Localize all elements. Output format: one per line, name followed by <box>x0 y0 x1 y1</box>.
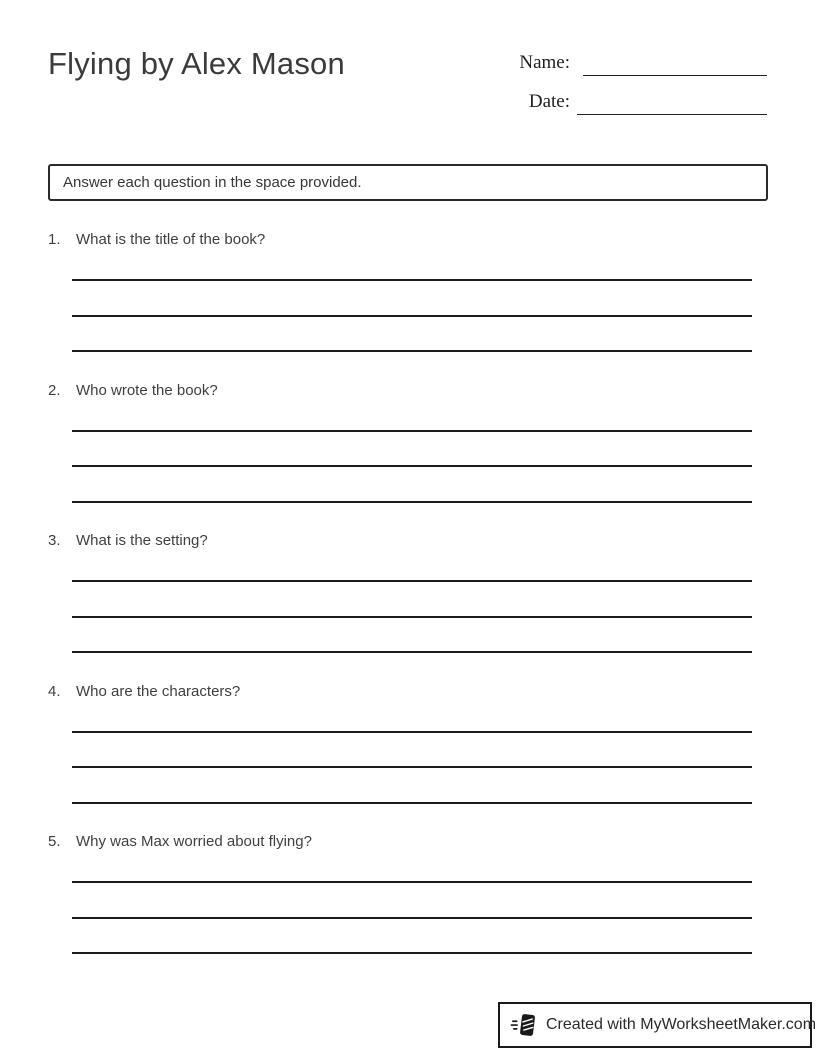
question-number: 3. <box>48 532 61 549</box>
footer-credit-box <box>498 1002 816 1048</box>
answer-line <box>72 580 752 582</box>
answer-line <box>72 651 752 653</box>
answer-line <box>72 731 752 733</box>
answer-line <box>72 802 752 804</box>
page-title: Flying by Alex Mason <box>48 46 345 81</box>
name-blank-line <box>583 75 767 76</box>
question-label: What is the title of the book? <box>76 231 266 248</box>
answer-line <box>72 881 752 883</box>
question-label: Who wrote the book? <box>76 381 218 399</box>
question-list <box>48 230 752 983</box>
answer-line <box>72 501 752 503</box>
question-number: 4. <box>48 682 61 700</box>
name-label: Name: <box>519 52 570 73</box>
instructions-box <box>48 164 768 201</box>
answer-line <box>72 350 752 352</box>
question-text <box>48 230 752 250</box>
question-number: 5. <box>48 833 61 850</box>
question-block-1 <box>48 230 752 352</box>
worksheet-maker-logo-icon <box>510 1011 538 1039</box>
instructions-text: Answer each question in the space provided. <box>63 174 362 191</box>
date-label: Date: <box>528 91 570 112</box>
question-text <box>48 531 752 551</box>
question-block-2 <box>48 381 752 503</box>
answer-line <box>72 766 752 768</box>
date-blank-line <box>577 114 767 115</box>
answer-line <box>72 315 752 317</box>
answer-line <box>72 465 752 467</box>
answer-line <box>72 616 752 618</box>
question-text <box>48 682 752 702</box>
question-block-5 <box>48 832 752 954</box>
question-label: Why was Max worried about flying? <box>76 833 312 850</box>
answer-line <box>72 952 752 954</box>
answer-line <box>72 430 752 432</box>
question-block-4 <box>48 682 752 804</box>
question-text <box>48 381 752 401</box>
question-block-3 <box>48 531 752 653</box>
answer-line <box>72 279 752 281</box>
question-number: 1. <box>48 231 61 248</box>
answer-line <box>72 917 752 919</box>
question-text <box>48 832 752 852</box>
question-number: 2. <box>48 381 61 399</box>
footer-credit-text: Created with MyWorksheetMaker.com <box>546 1016 816 1033</box>
question-label: Who are the characters? <box>76 682 241 700</box>
question-label: What is the setting? <box>76 532 208 549</box>
